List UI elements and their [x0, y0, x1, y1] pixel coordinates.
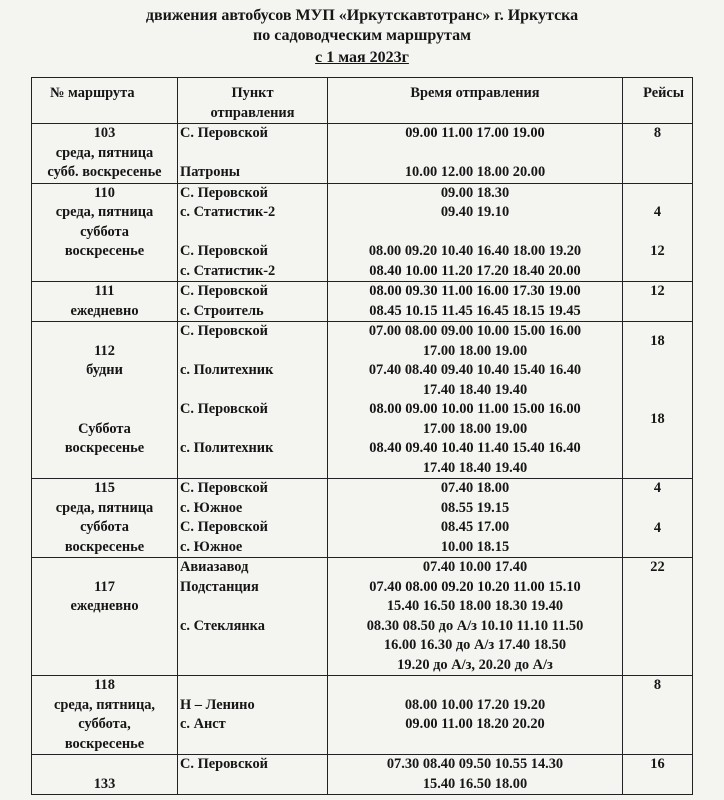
trips-value: 12 [650, 283, 665, 299]
stop-cell-line: С. Перовской [180, 401, 268, 417]
trips-value: 4 [653, 519, 662, 536]
route-cell-line: воскресенье [64, 538, 145, 555]
table-row [32, 183, 693, 282]
times-cell-line: 08.40 09.40 10.40 11.40 15.40 16.40 [369, 440, 581, 456]
stop-column-header [178, 78, 328, 124]
route-cell-line: среда, пятница [55, 204, 154, 220]
times-column-header: Время отправления [328, 78, 623, 124]
times-cell-line: 08.00 10.00 17.20 19.20 [404, 696, 546, 713]
stop-cell-line: С. Перовской [180, 480, 268, 496]
trips-column-header: Рейсы [623, 78, 693, 124]
trips-value: 18 [650, 410, 665, 427]
table-row [32, 755, 693, 795]
stop-cell-line: с. Статистик-2 [180, 204, 276, 220]
stop-cell-line: С. Перовской [180, 243, 268, 259]
stop-cell-line: Авиазавод [180, 559, 249, 575]
times-cell-line: 17.00 18.00 19.00 [422, 342, 528, 359]
stop-cell-line: с. Строитель [180, 302, 264, 319]
times-cell-line: 09.00 11.00 18.20 20.20 [405, 716, 545, 732]
stop-cell [178, 322, 328, 479]
times-cell-line: 17.40 18.40 19.40 [422, 459, 528, 476]
stop-cell-line: С. Перовской [180, 519, 268, 535]
table-row [32, 479, 693, 558]
route-cell [32, 755, 178, 795]
times-cell-line: 07.40 08.40 09.40 10.40 15.40 16.40 [368, 362, 582, 378]
times-cell-line: 09.00 18.30 [440, 184, 510, 201]
times-cell-line: 07.40 18.00 [440, 480, 510, 496]
route-cell-line: 103 [93, 125, 116, 141]
route-cell-line: среда, пятница, [53, 696, 156, 713]
route-cell [32, 558, 178, 676]
schedule-title: движения автобусов МУП «Иркутскавтотранс» г. Иркутска [145, 7, 579, 24]
stop-cell-line [180, 459, 325, 479]
trips-value: 4 [653, 480, 662, 496]
times-cell-line: 08.55 19.15 [440, 499, 510, 516]
stop-cell-line: С. Перовской [180, 125, 268, 141]
times-cell-line: 07.40 10.00 17.40 [422, 559, 528, 575]
times-cell [328, 676, 623, 755]
route-cell [32, 124, 178, 184]
trips-cell [623, 755, 693, 795]
route-cell-line: суббота, [78, 716, 131, 732]
table-row [32, 322, 693, 479]
stop-cell [178, 558, 328, 676]
route-cell-line: будни [86, 362, 123, 378]
times-cell [328, 282, 623, 322]
stop-cell-line [180, 223, 325, 243]
schedule-subtitle: по садоводческим маршрутам [253, 27, 471, 44]
times-cell-line [330, 676, 620, 696]
stop-cell-line: С. Перовской [180, 283, 268, 299]
route-cell-line: 117 [94, 578, 115, 595]
stop-cell-line [180, 735, 325, 755]
stop-cell-line [180, 775, 325, 795]
stop-cell-line: С. Перовской [180, 756, 268, 772]
route-cell [32, 282, 178, 322]
times-cell-line: 10.00 12.00 18.00 20.00 [404, 164, 546, 180]
schedule-table [31, 77, 693, 795]
route-cell-line [34, 400, 175, 420]
route-cell-line: 133 [93, 775, 116, 792]
stop-cell [178, 755, 328, 795]
route-cell-line: Суббота [78, 420, 131, 437]
route-cell-line: 111 [94, 283, 115, 299]
stop-cell-line: с. Южное [180, 499, 243, 516]
trips-value: 12 [650, 243, 665, 259]
stop-cell-line [180, 381, 325, 401]
route-cell [32, 479, 178, 558]
route-cell-line [34, 459, 175, 479]
times-cell-line: 17.00 18.00 19.00 [422, 420, 528, 437]
stop-cell [178, 282, 328, 322]
table-row [32, 676, 693, 755]
route-cell [32, 676, 178, 755]
route-cell-line [34, 755, 175, 775]
times-cell-line: 08.00 09.30 11.00 16.00 17.30 19.00 [369, 283, 581, 299]
stop-cell-line [180, 420, 325, 440]
stop-cell [178, 124, 328, 184]
times-cell [328, 124, 623, 184]
trips-cell [623, 558, 693, 676]
route-cell-line: суббота [80, 223, 129, 240]
stop-cell-line: С. Перовской [180, 323, 268, 339]
times-cell [328, 183, 623, 282]
table-row [32, 124, 693, 184]
times-cell-line: 08.00 09.00 10.00 11.00 15.00 16.00 [369, 401, 581, 417]
route-cell [32, 322, 178, 479]
times-cell-line: 07.40 08.00 09.20 10.20 11.00 15.10 [369, 578, 581, 595]
times-cell-line: 10.00 18.15 [440, 538, 510, 555]
route-cell-line [34, 381, 175, 401]
times-cell-line: 15.40 16.50 18.00 [422, 775, 528, 792]
times-cell-line: 09.40 19.10 [440, 204, 510, 220]
times-cell [328, 755, 623, 795]
route-cell [32, 183, 178, 282]
stop-cell-line [180, 342, 325, 362]
table-row [32, 282, 693, 322]
times-cell-line: 19.20 до А/з, 20.20 до А/з [397, 656, 553, 673]
route-cell-line: 110 [94, 184, 115, 201]
trips-cell [623, 282, 693, 322]
route-cell-line: 115 [94, 480, 115, 496]
stop-cell [178, 183, 328, 282]
table-row [32, 558, 693, 676]
trips-value: 18 [650, 333, 665, 349]
stop-cell-line: с. Анст [180, 716, 226, 732]
trips-cell [623, 479, 693, 558]
route-cell-line: суббота [80, 519, 129, 535]
times-cell-line: 17.40 18.40 19.40 [422, 381, 528, 398]
stop-cell [178, 479, 328, 558]
stop-cell-line: с. Стеклянка [180, 617, 265, 634]
times-cell-line: 08.45 10.15 11.45 16.45 18.15 19.45 [369, 302, 581, 319]
times-cell-line: 09.00 11.00 17.00 19.00 [405, 125, 545, 141]
stop-cell-line [180, 144, 325, 164]
times-cell-line: 15.40 16.50 18.00 18.30 19.40 [386, 598, 564, 614]
route-cell-line: субб. воскресенье [47, 164, 162, 180]
stop-cell-line [180, 597, 325, 617]
trips-value: 8 [653, 125, 662, 141]
route-cell-line: 118 [94, 677, 115, 693]
stop-cell-line: с. Политехник [180, 362, 274, 378]
trips-value: 4 [653, 203, 662, 220]
route-cell-line [34, 322, 175, 342]
stop-cell-line: Патроны [180, 164, 240, 180]
route-column-header: № маршрута [32, 78, 178, 124]
stop-cell-line: Н – Ленино [180, 696, 255, 713]
times-cell-line: 08.45 17.00 [440, 519, 510, 535]
trips-value: 16 [650, 756, 665, 772]
trips-cell [623, 322, 693, 479]
trips-cell [623, 676, 693, 755]
times-cell-line: 08.00 09.20 10.40 16.40 18.00 19.20 [368, 243, 582, 259]
times-cell-line: 16.00 16.30 до А/з 17.40 18.50 [383, 637, 567, 653]
times-cell-line: 08.30 08.50 до А/з 10.10 11.10 11.50 [366, 617, 584, 634]
stop-cell [178, 676, 328, 755]
stop-cell-line: Подстанция [180, 578, 259, 595]
table-header-row [32, 78, 693, 124]
route-cell-line: среда, пятница [55, 499, 154, 516]
times-cell-line [330, 223, 620, 243]
route-cell-line: ежедневно [70, 302, 139, 319]
stop-cell-line: С. Перовской [180, 184, 268, 201]
route-cell-line: ежедневно [70, 598, 139, 614]
trips-cell [623, 124, 693, 184]
stop-cell-line: с. Южное [180, 538, 243, 555]
route-cell-line: воскресенье [64, 735, 145, 752]
times-cell-line [330, 144, 620, 164]
stop-header-line: отправления [210, 104, 295, 121]
route-cell-line: 112 [94, 342, 115, 359]
times-cell [328, 322, 623, 479]
stop-cell-line [180, 676, 325, 696]
times-cell [328, 558, 623, 676]
stop-cell-line: с. Политехник [180, 440, 274, 456]
times-cell [328, 479, 623, 558]
times-cell-line: 07.30 08.40 09.50 10.55 14.30 [386, 756, 564, 772]
times-cell-line [330, 735, 620, 755]
trips-value: 8 [653, 677, 662, 693]
effective-date: с 1 мая 2023г [315, 49, 409, 66]
trips-cell [623, 183, 693, 282]
stop-header-line: Пункт [231, 85, 274, 101]
route-cell-line [34, 558, 175, 578]
route-cell-line: воскресенье [64, 243, 145, 259]
route-cell-line: воскресенье [64, 440, 145, 456]
times-cell-line: 07.00 08.00 09.00 10.00 15.00 16.00 [368, 323, 582, 339]
stop-cell-line: с. Статистик-2 [180, 262, 276, 279]
route-cell-line: среда, пятница [55, 144, 154, 161]
times-cell-line: 08.40 10.00 11.20 17.20 18.40 20.00 [369, 262, 581, 279]
trips-value: 22 [650, 559, 665, 575]
